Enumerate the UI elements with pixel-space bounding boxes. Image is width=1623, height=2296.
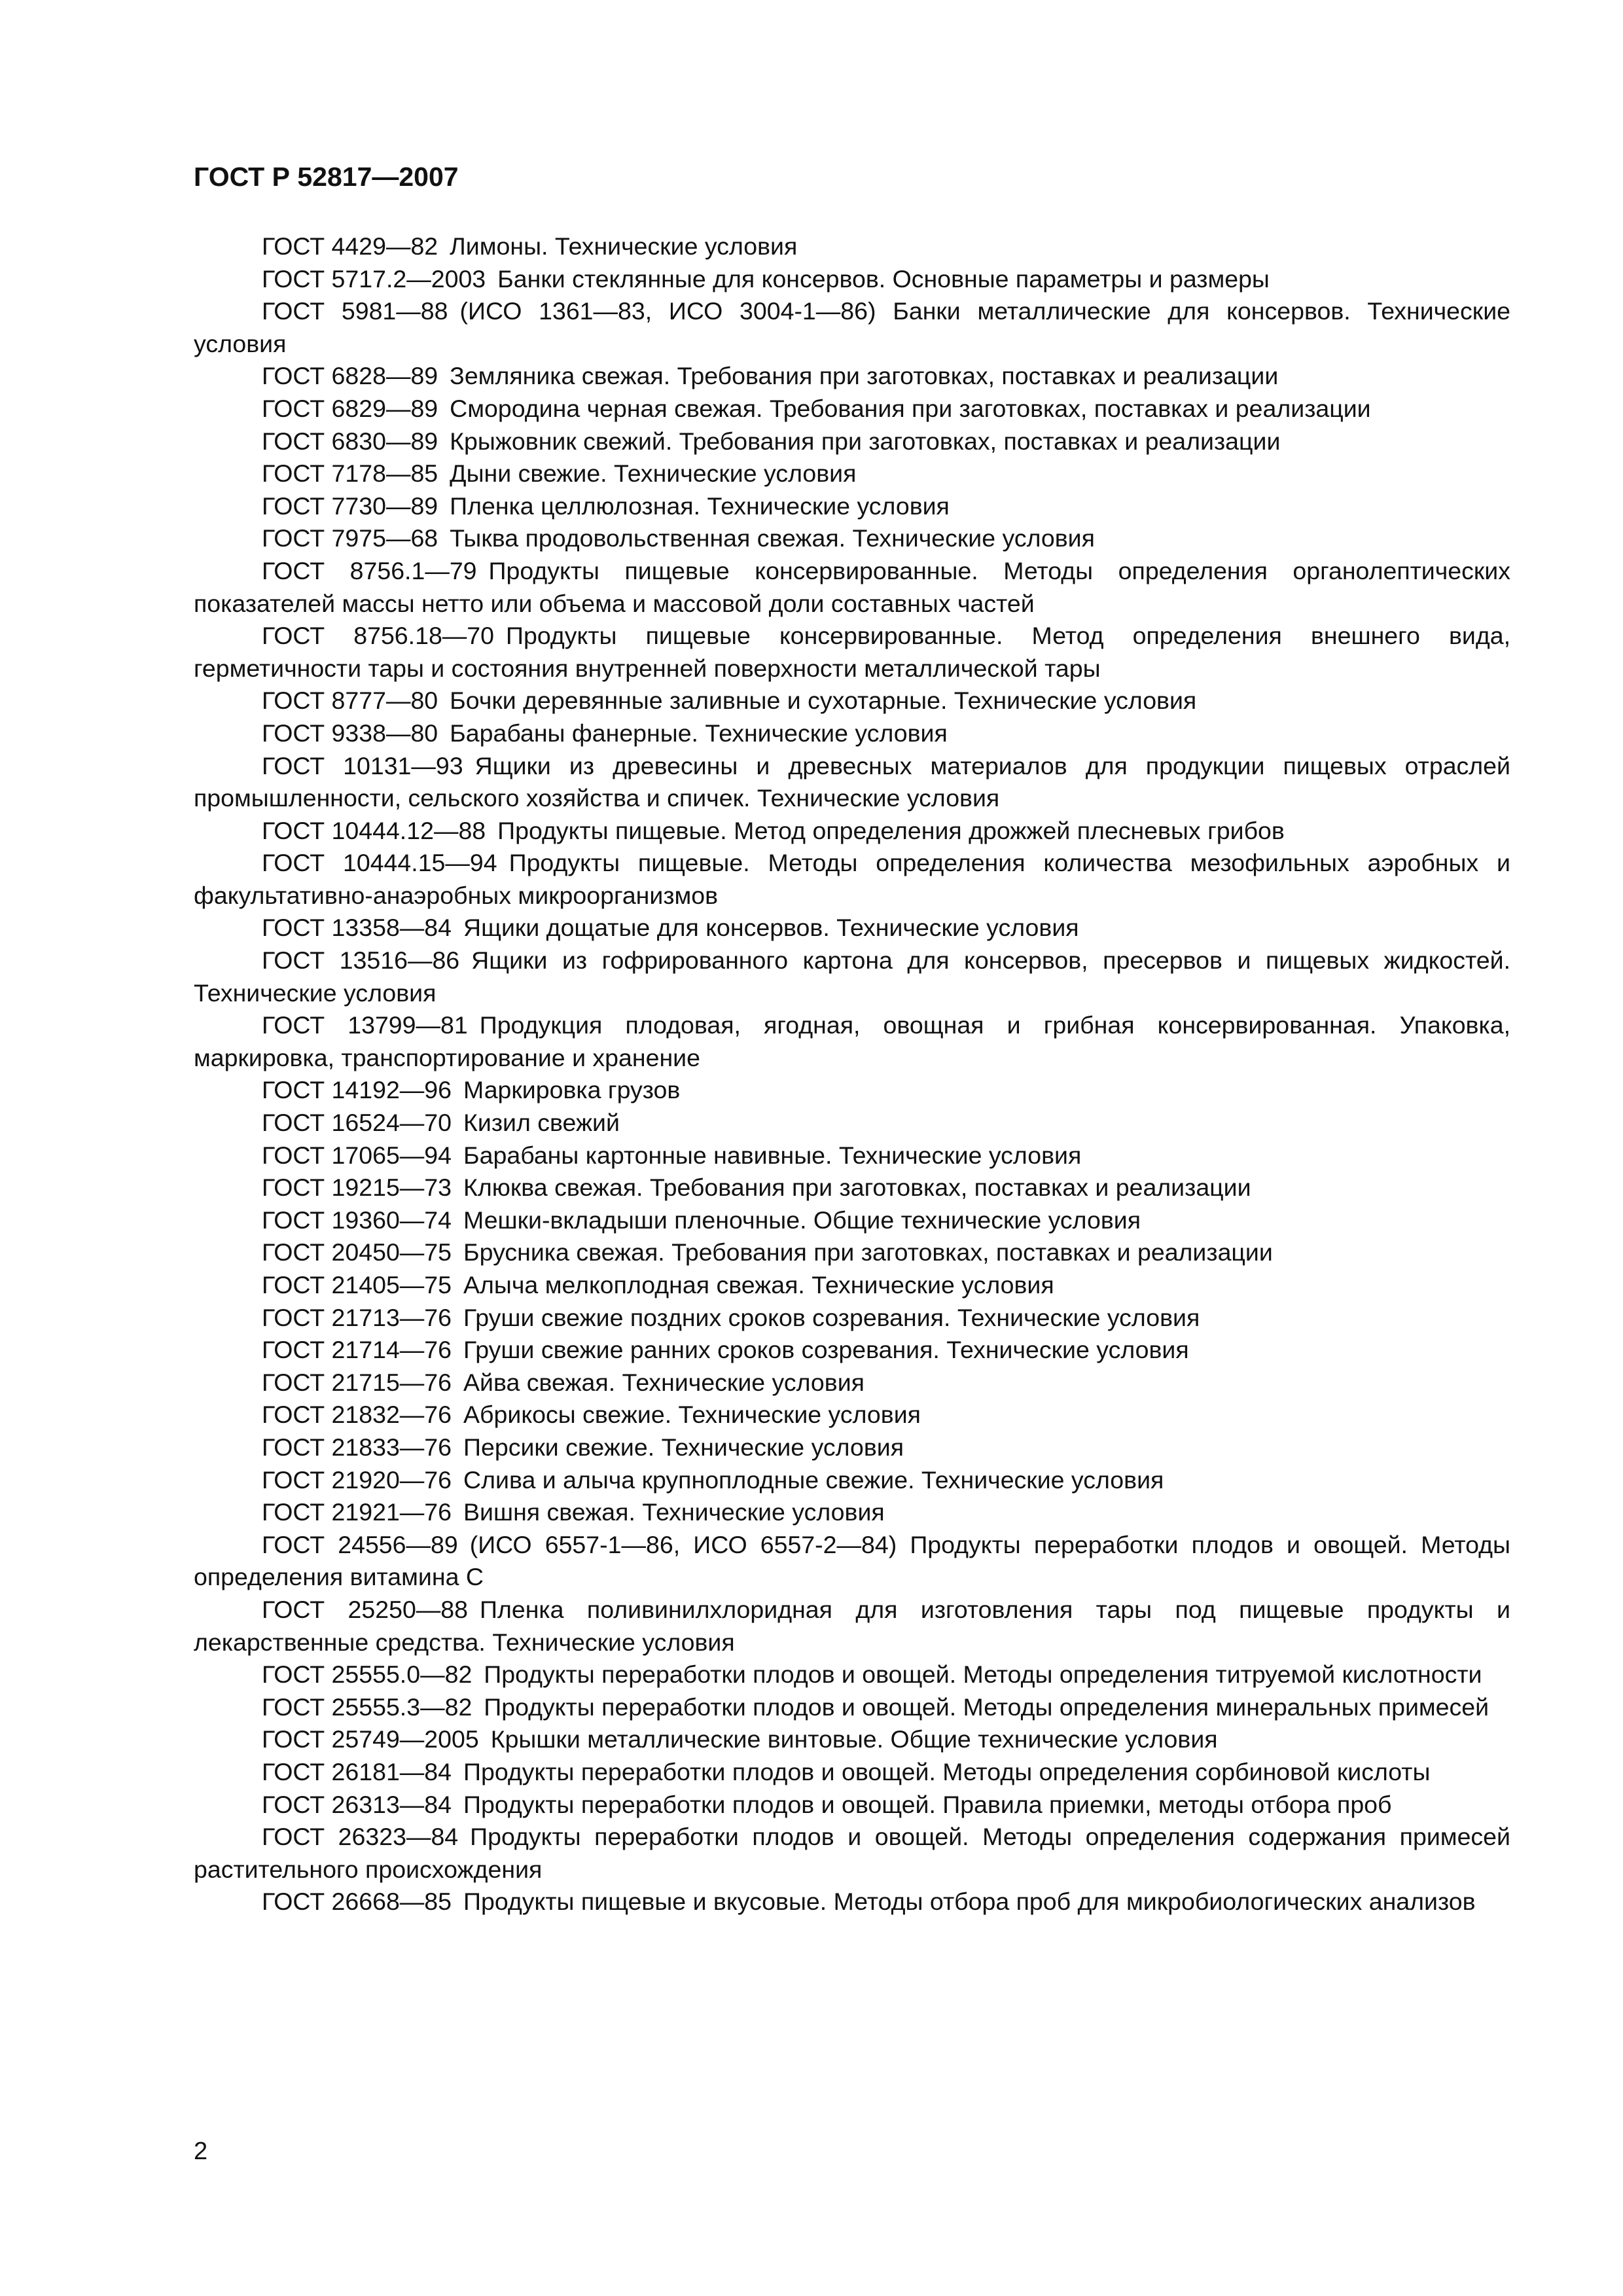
reference-title: Абрикосы свежие. Технические условия (463, 1401, 921, 1429)
reference-item (194, 457, 1510, 490)
reference-title: Брусника свежая. Требования при заготовках, поставках и реализации (463, 1238, 1273, 1266)
reference-title: Крышки металлические винтовые. Общие технические условия (490, 1725, 1218, 1753)
reference-item (194, 1886, 1510, 1918)
reference-code: ГОСТ 25555.0—82 (262, 1660, 473, 1689)
reference-item (194, 1204, 1510, 1237)
reference-title: Тыква продовольственная свежая. Технические условия (450, 524, 1095, 552)
reference-code: ГОСТ 10444.15—94 (262, 849, 497, 877)
reference-item (194, 685, 1510, 717)
reference-code: ГОСТ 7975—68 (262, 524, 438, 552)
reference-item (194, 1529, 1510, 1594)
reference-item (194, 555, 1510, 620)
reference-code: ГОСТ 6830—89 (262, 427, 438, 455)
reference-code: ГОСТ 13358—84 (262, 914, 452, 942)
reference-code: ГОСТ 21921—76 (262, 1498, 452, 1526)
reference-item (194, 393, 1510, 425)
reference-title: Вишня свежая. Технические условия (463, 1498, 885, 1526)
reference-title: (ИСО 6557-1—86, ИСО 6557-2—84) Продукты переработки плодов и овощей. Методы определения витамина С (194, 1530, 1510, 1591)
reference-item (194, 1107, 1510, 1139)
reference-item (194, 944, 1510, 1009)
reference-item (194, 490, 1510, 523)
reference-title: Алыча мелкоплодная свежая. Технические условия (463, 1271, 1054, 1299)
reference-item (194, 263, 1510, 296)
reference-item (194, 1756, 1510, 1789)
reference-title: Пленка поливинилхлоридная для изготовления тары под пищевые продукты и лекарственные средства. Технические условия (194, 1595, 1510, 1656)
reference-code: ГОСТ 7730—89 (262, 492, 438, 520)
reference-item (194, 1302, 1510, 1335)
reference-item (194, 1594, 1510, 1659)
reference-code: ГОСТ 19360—74 (262, 1206, 452, 1234)
reference-code: ГОСТ 5717.2—2003 (262, 264, 486, 293)
reference-code: ГОСТ 21713—76 (262, 1303, 452, 1331)
reference-item (194, 1821, 1510, 1886)
reference-item (194, 1659, 1510, 1691)
reference-title: Крыжовник свежий. Требования при заготовках, поставках и реализации (450, 427, 1281, 455)
reference-item (194, 1009, 1510, 1074)
reference-title: Земляника свежая. Требования при заготовках, поставках и реализации (450, 362, 1279, 390)
reference-title: Барабаны фанерные. Технические условия (450, 719, 948, 747)
reference-item (194, 1723, 1510, 1756)
reference-code: ГОСТ 26668—85 (262, 1888, 452, 1916)
reference-item (194, 847, 1510, 912)
reference-item (194, 425, 1510, 458)
reference-title: (ИСО 1361—83, ИСО 3004-1—86) Банки металлические для консервов. Технические условия (194, 297, 1510, 357)
reference-code: ГОСТ 6829—89 (262, 394, 438, 422)
reference-code: ГОСТ 9338—80 (262, 719, 438, 747)
reference-item (194, 1431, 1510, 1464)
reference-title: Продукты переработки плодов и овощей. Правила приемки, методы отбора проб (463, 1790, 1392, 1818)
reference-item (194, 1139, 1510, 1172)
reference-title: Продукты пищевые и вкусовые. Методы отбора проб для микробиологических анализов (463, 1888, 1476, 1916)
reference-code: ГОСТ 25250—88 (262, 1595, 469, 1623)
reference-item (194, 717, 1510, 750)
reference-list (194, 230, 1510, 1918)
reference-code: ГОСТ 8756.1—79 (262, 556, 477, 584)
reference-code: ГОСТ 21920—76 (262, 1465, 452, 1494)
reference-item (194, 912, 1510, 944)
reference-title: Айва свежая. Технические условия (463, 1368, 865, 1396)
reference-title: Мешки-вкладыши пленочные. Общие технические условия (463, 1206, 1141, 1234)
reference-title: Продукты пищевые консервированные. Метод определения внешнего вида, герметичности тары и состояния внутренней поверхности металлической тары (194, 622, 1510, 682)
reference-item (194, 295, 1510, 360)
reference-item (194, 1334, 1510, 1367)
reference-title: Персики свежие. Технические условия (463, 1433, 904, 1461)
reference-item (194, 1496, 1510, 1529)
reference-title: Ящики дощатые для консервов. Технические условия (463, 914, 1079, 942)
reference-item (194, 1789, 1510, 1821)
reference-item (194, 1464, 1510, 1497)
reference-title: Продукты переработки плодов и овощей. Методы определения титруемой кислотности (484, 1660, 1482, 1689)
reference-code: ГОСТ 13516—86 (262, 946, 460, 975)
reference-code: ГОСТ 10444.12—88 (262, 816, 486, 844)
reference-code: ГОСТ 7178—85 (262, 459, 438, 488)
reference-title: Маркировка грузов (463, 1076, 681, 1104)
reference-code: ГОСТ 4429—82 (262, 232, 438, 260)
reference-title: Груши свежие ранних сроков созревания. Технические условия (463, 1336, 1189, 1364)
reference-item (194, 620, 1510, 685)
reference-item (194, 1399, 1510, 1431)
reference-title: Продукты пищевые консервированные. Методы определения органолептических показателей массы нетто или объема и массовой доли составных частей (194, 556, 1510, 617)
reference-code: ГОСТ 21715—76 (262, 1368, 452, 1396)
reference-item (194, 1691, 1510, 1724)
reference-code: ГОСТ 25555.3—82 (262, 1693, 473, 1721)
reference-item (194, 1074, 1510, 1107)
reference-item (194, 815, 1510, 848)
reference-code: ГОСТ 8756.18—70 (262, 622, 495, 650)
reference-title: Продукты переработки плодов и овощей. Методы определения минеральных примесей (484, 1693, 1489, 1721)
reference-title: Дыни свежие. Технические условия (450, 459, 857, 488)
reference-code: ГОСТ 20450—75 (262, 1238, 452, 1266)
reference-code: ГОСТ 8777—80 (262, 687, 438, 715)
page-number: 2 (194, 2138, 208, 2165)
reference-code: ГОСТ 21833—76 (262, 1433, 452, 1461)
reference-item (194, 230, 1510, 263)
reference-code: ГОСТ 26181—84 (262, 1757, 452, 1785)
reference-code: ГОСТ 13799—81 (262, 1011, 468, 1039)
reference-code: ГОСТ 21714—76 (262, 1336, 452, 1364)
reference-title: Пленка целлюлозная. Технические условия (450, 492, 950, 520)
reference-item (194, 750, 1510, 815)
reference-code: ГОСТ 21832—76 (262, 1401, 452, 1429)
reference-title: Продукты переработки плодов и овощей. Методы определения содержания примесей растительного происхождения (194, 1823, 1510, 1883)
reference-title: Груши свежие поздних сроков созревания. Технические условия (463, 1303, 1200, 1331)
reference-code: ГОСТ 26323—84 (262, 1823, 459, 1851)
reference-code: ГОСТ 17065—94 (262, 1141, 452, 1169)
reference-title: Слива и алыча крупноплодные свежие. Технические условия (463, 1465, 1164, 1494)
reference-code: ГОСТ 10131—93 (262, 751, 463, 780)
reference-code: ГОСТ 24556—89 (262, 1530, 458, 1558)
reference-code: ГОСТ 21405—75 (262, 1271, 452, 1299)
reference-title: Клюква свежая. Требования при заготовках, поставках и реализации (463, 1174, 1251, 1202)
reference-code: ГОСТ 25749—2005 (262, 1725, 479, 1753)
reference-title: Продукты переработки плодов и овощей. Методы определения сорбиновой кислоты (463, 1757, 1431, 1785)
reference-code: ГОСТ 6828—89 (262, 362, 438, 390)
reference-item (194, 360, 1510, 393)
reference-item (194, 1367, 1510, 1399)
reference-title: Продукция плодовая, ягодная, овощная и грибная консервированная. Упаковка, маркировка, транспортирование и хранение (194, 1011, 1510, 1071)
reference-code: ГОСТ 26313—84 (262, 1790, 452, 1818)
reference-item (194, 1172, 1510, 1204)
reference-item (194, 522, 1510, 555)
reference-title: Ящики из гофрированного картона для консервов, пресервов и пищевых жидкостей. Технические условия (194, 946, 1510, 1007)
reference-title: Кизил свежий (463, 1109, 620, 1137)
reference-title: Лимоны. Технические условия (450, 232, 798, 260)
reference-item (194, 1236, 1510, 1269)
reference-code: ГОСТ 5981—88 (262, 297, 448, 325)
reference-title: Барабаны картонные навивные. Технические условия (463, 1141, 1082, 1169)
reference-item (194, 1269, 1510, 1302)
reference-code: ГОСТ 19215—73 (262, 1174, 452, 1202)
reference-code: ГОСТ 16524—70 (262, 1109, 452, 1137)
document-title: ГОСТ Р 52817—2007 (194, 162, 459, 192)
reference-title: Банки стеклянные для консервов. Основные параметры и размеры (497, 264, 1270, 293)
reference-title: Ящики из древесины и древесных материалов для продукции пищевых отраслей промышленности, сельского хозяйства и спичек. Технические условия (194, 751, 1510, 812)
reference-code: ГОСТ 14192—96 (262, 1076, 452, 1104)
reference-title: Продукты пищевые. Методы определения количества мезофильных аэробных и факультативно-анаэробных микроорганизмов (194, 849, 1511, 909)
reference-title: Продукты пищевые. Метод определения дрожжей плесневых грибов (497, 816, 1285, 844)
reference-title: Смородина черная свежая. Требования при заготовках, поставках и реализации (450, 394, 1371, 422)
reference-title: Бочки деревянные заливные и сухотарные. Технические условия (450, 687, 1197, 715)
